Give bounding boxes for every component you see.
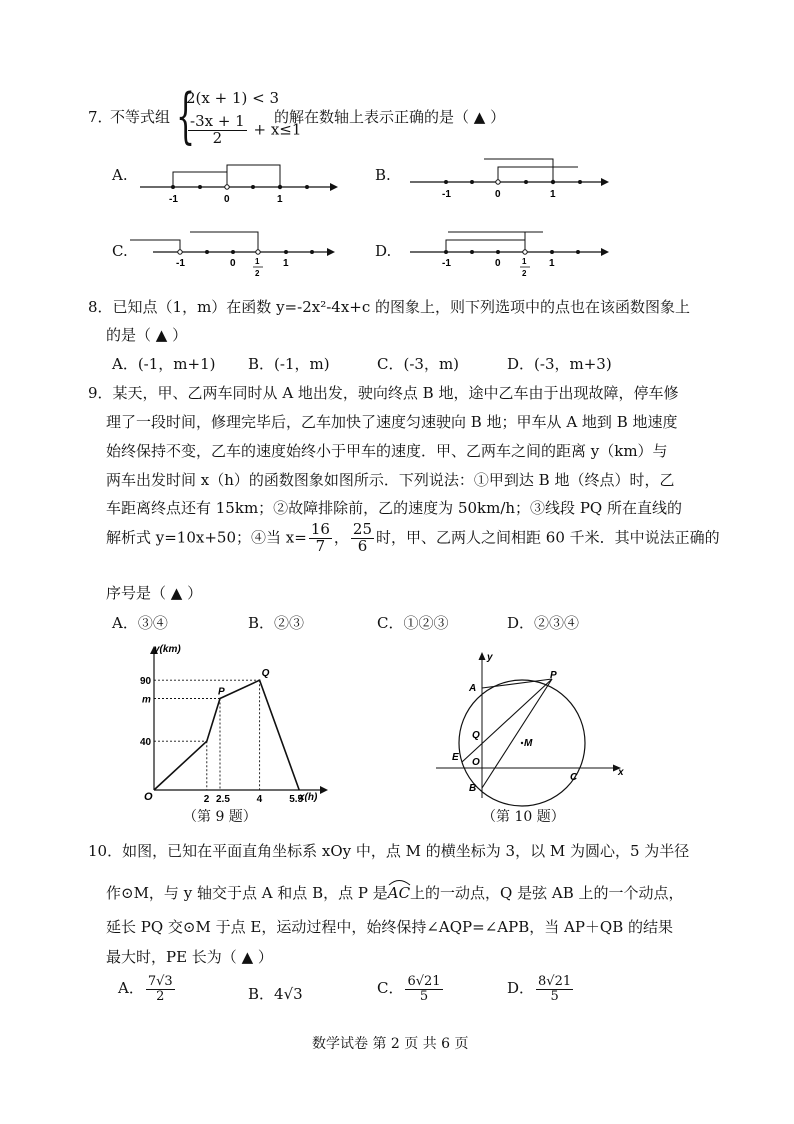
q7-prefix: 不等式组	[110, 108, 171, 126]
q9-frac-1-den: 7	[315, 536, 326, 555]
q8-option-a: A．(-1，m+1)	[112, 355, 216, 373]
q9-option-a: A．③④	[112, 614, 168, 632]
q8-option-b: B．(-1，m)	[248, 355, 330, 373]
fig10-x-label: x	[618, 767, 624, 778]
point-o-label: O	[472, 757, 480, 768]
q7-option-a-label: A.	[112, 166, 128, 184]
q9-frac-2-num: 25	[352, 520, 373, 538]
x-axis-label: x(h)	[299, 792, 318, 803]
arc-ac: AC	[388, 884, 410, 902]
tick-label: 1	[549, 258, 555, 269]
y-axis-label: y(km)	[154, 644, 181, 655]
q8-option-c: C．(-3，m)	[377, 355, 460, 373]
q9-comma: ，	[333, 528, 349, 547]
q7-ineq2-denominator: 2	[212, 128, 223, 147]
q7-suffix: 的解在数轴上表示正确的是（ ▲ ）	[274, 108, 506, 126]
tick-label: 1	[550, 189, 556, 200]
tick-label: -1	[442, 189, 451, 200]
q9-line-1: 9．某天，甲、乙两车同时从 A 地出发，驶向终点 B 地，途中乙车由于出现故障，停车修	[88, 384, 679, 402]
q10-line-1: 10．如图，已知在平面直角坐标系 xOy 中，点 M 的横坐标为 3，以 M 为圆心，5 为半径	[88, 842, 690, 860]
tick-label: 2	[522, 269, 527, 278]
q9-line-4: 两车出发时间 x（h）的函数图象如图所示．下列说法：①甲到达 B 地（终点）时，乙	[106, 471, 675, 489]
origin-label: O	[144, 791, 153, 803]
q10-line-2-end: 上的一动点，Q 是弦 AB 上的一个动点，	[410, 884, 684, 902]
q10-option-a: A． $\frac{7√3}{2}$	[118, 974, 173, 1004]
q9-option-c: C．①②③	[377, 614, 449, 632]
q7-inequality-1: 2(x + 1) < 3	[186, 89, 280, 107]
brace-icon: {	[176, 81, 196, 151]
q9-line-5: 车距离终点还有 15km；②故障排除前，乙的速度为 50km/h；③线段 PQ 所在直线的	[106, 499, 682, 517]
y-tick-label: 40	[140, 737, 152, 749]
figure-10-caption: （第 10 题）	[482, 809, 565, 825]
tick-label: -1	[442, 258, 451, 269]
figure-10-diagram	[432, 648, 632, 808]
q10-option-d: D． $\frac{8√21}{5}$	[507, 974, 572, 1004]
tick-label: 2	[255, 269, 260, 278]
q9-option-d: D．②③④	[507, 614, 580, 632]
q10-line-2-start: 作⊙M，与 y 轴交于点 A 和点 B，点 P 是	[106, 884, 388, 902]
q9-option-b: B．②③	[248, 614, 305, 632]
page-footer: 数学试卷 第 2 页 共 6 页	[312, 1036, 469, 1052]
q9-line-2: 理了一段时间，修理完毕后，乙车加快了速度匀速驶向 B 地；甲车从 A 地到 B 地速度	[106, 413, 678, 431]
q7-number-line-d	[408, 228, 628, 283]
point-e-label: E	[452, 752, 459, 763]
point-c-label: C	[570, 772, 578, 783]
q10-line-2	[106, 882, 684, 903]
q10-option-b: B．4√3	[248, 985, 303, 1003]
q7-option-d-label: D.	[375, 242, 392, 260]
x-tick-label: 5.5	[289, 794, 304, 805]
q7-number-line-a	[135, 160, 345, 210]
point-q-label: Q	[261, 668, 270, 680]
q9-line-6-end: 时，甲、乙两人之间相距 60 千米．其中说法正确的	[376, 528, 720, 547]
point-a-label: A	[469, 683, 477, 694]
tick-label: 1	[255, 257, 260, 266]
q7-number: 7．	[88, 108, 113, 126]
y-tick-label: m	[142, 694, 151, 706]
point-q-label: Q	[472, 730, 480, 741]
q9-frac-2-den: 6	[357, 536, 368, 555]
q7-option-c-label: C.	[112, 242, 128, 260]
q8-option-d: D．(-3，m+3)	[507, 355, 612, 373]
q7-number-line-b	[408, 155, 618, 205]
tick-label: 1	[522, 257, 527, 266]
q10-line-4: 最大时，PE 长为（ ▲ ）	[106, 948, 273, 966]
point-p-label: P	[550, 670, 557, 681]
x-tick-label: 4	[256, 794, 263, 805]
q8-line-2: 的是（ ▲ ）	[106, 326, 188, 344]
tick-label: 0	[495, 258, 501, 269]
q10-option-c: C． $\frac{6√21}{5}$	[377, 974, 441, 1004]
q7-ineq2-numerator: -3x + 1	[190, 112, 245, 130]
q7-option-b-label: B.	[375, 166, 391, 184]
q7-number-line-c	[128, 228, 348, 283]
tick-label: 1	[283, 258, 289, 269]
q9-line-3: 始终保持不变，乙车的速度始终小于甲车的速度．甲、乙两车之间的距离 y（km）与	[106, 442, 668, 460]
q9-line-6-start: 解析式 y=10x+50；④当 x=	[106, 528, 307, 547]
tick-label: 0	[495, 189, 501, 200]
q9-line-7: 序号是（ ▲ ）	[106, 584, 203, 602]
tick-label: -1	[176, 258, 185, 269]
tick-label: 0	[224, 194, 230, 205]
q9-line-6	[106, 522, 720, 555]
fig10-y-label: y	[487, 652, 493, 663]
x-tick-label: 2.5	[216, 794, 230, 805]
q9-frac-1-num: 16	[310, 520, 330, 538]
x-tick-label: 2	[203, 794, 210, 805]
figure-9-caption: （第 9 题）	[183, 809, 257, 825]
series-line	[154, 680, 299, 790]
figure-9-graph	[140, 640, 340, 810]
point-b-label: B	[469, 783, 477, 794]
y-tick-label: 90	[140, 676, 152, 688]
tick-label: 0	[230, 258, 236, 269]
point-m-label: M	[524, 738, 533, 749]
tick-label: 1	[277, 194, 283, 205]
q7-ineq2-tail: + x≤1	[253, 120, 302, 139]
q10-line-3: 延长 PQ 交⊙M 于点 E，运动过程中，始终保持∠AQP=∠APB，当 AP＋QB 的结果	[106, 918, 673, 936]
q8-line-1: 8．已知点（1，m）在函数 y=-2x²-4x+c 的图象上，则下列选项中的点也在该函数图象上	[88, 298, 691, 316]
tick-label: -1	[169, 194, 178, 205]
point-p-label: P	[218, 686, 225, 698]
